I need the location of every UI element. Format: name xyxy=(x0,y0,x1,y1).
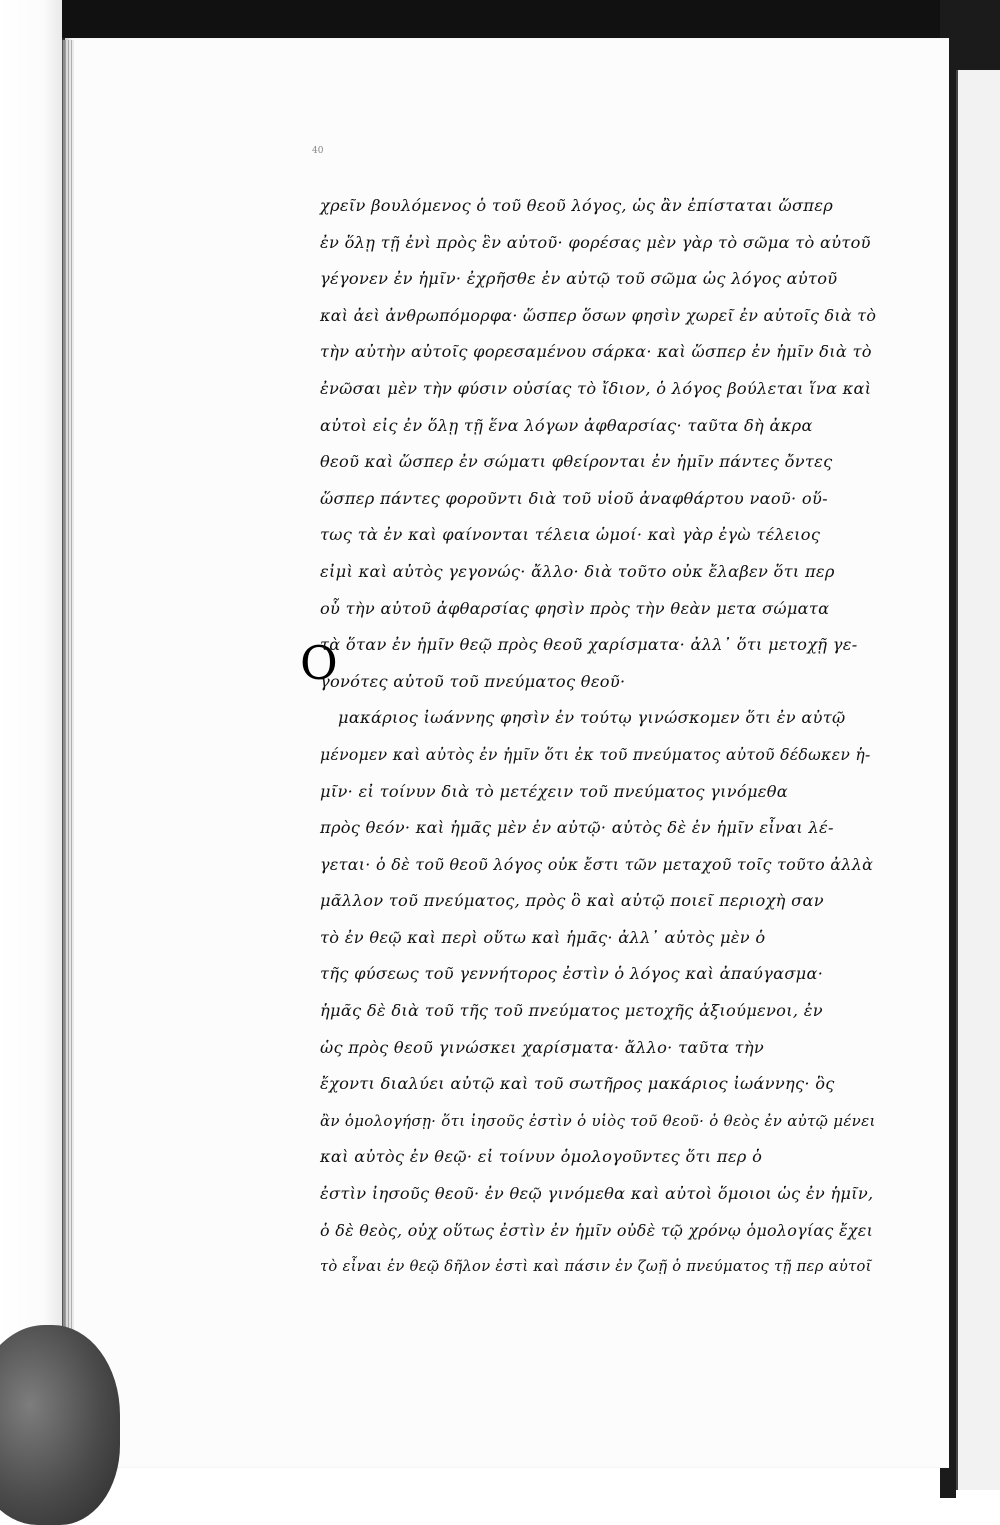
text-line: τὴν αὐτὴν αὐτοῖς φορεσαμένου σάρκα· καὶ ὥσπερ ἐν ἡμῖν διὰ τὸ xyxy=(320,342,872,362)
text-line: ὡς πρὸς θεοῦ γινώσκει χαρίσματα· ἄλλο· ταῦτα τὴν xyxy=(320,1037,765,1057)
text-line: θεοῦ καὶ ὥσπερ ἐν σώματι φθείρονται ἐν ἡμῖν πάντες ὄντες xyxy=(320,452,833,472)
text-line: τῆς φύσεως τοῦ γεννήτορος ἐστὶν ὁ λόγος καὶ ἀπαύγασμα· xyxy=(320,964,824,984)
text-line: γονότες αὐτοῦ τοῦ πνεύματος θεοῦ· xyxy=(320,671,626,691)
text-line: τὰ ὅταν ἐν ἡμῖν θεῷ πρὸς θεοῦ χαρίσματα· ἀλλ᾽ ὅτι μετοχῇ γε- xyxy=(320,635,858,655)
thumb-holding-page xyxy=(0,1325,120,1525)
text-line: ἐνῶσαι μὲν τὴν φύσιν οὐσίας τὸ ἴδιον, ὁ λόγος βούλεται ἵνα καὶ xyxy=(320,378,872,398)
text-line: γέγονεν ἐν ἡμῖν· ἐχρῆσθε ἐν αὐτῷ τοῦ σῶμα ὡς λόγος αὐτοῦ xyxy=(320,269,838,289)
text-line: καὶ ἀεὶ ἀνθρωπόμορφα· ὥσπερ ὅσων φησὶν χωρεῖ ἐν αὐτοῖς διὰ τὸ xyxy=(320,305,877,325)
text-line: ἔχοντι διαλύει αὐτῷ καὶ τοῦ σωτῆρος μακάριος ἰωάννης· ὃς xyxy=(320,1074,835,1094)
text-line: αὐτοὶ εἰς ἐν ὅλῃ τῇ ἕνα λόγων ἀφθαρσίας· ταῦτα δὴ ἀκρα xyxy=(320,415,813,435)
text-line: εἰμὶ καὶ αὐτὸς γεγονώς· ἄλλο· διὰ τοῦτο οὐκ ἔλαβεν ὅτι περ xyxy=(320,561,835,581)
text-line: μακάριος ἰωάννης φησὶν ἐν τούτῳ γινώσκομεν ὅτι ἐν αὐτῷ xyxy=(338,708,846,728)
text-line: ἡμᾶς δὲ διὰ τοῦ τῆς τοῦ πνεύματος μετοχῆς ἀξιούμενοι, ἐν xyxy=(320,1001,823,1021)
scan-left-margin xyxy=(0,0,62,1498)
text-line: μῖν· εἰ τοίνυν διὰ τὸ μετέχειν τοῦ πνεύματος γινόμεθα xyxy=(320,781,789,801)
text-line: ἐστὶν ἰησοῦς θεοῦ· ἐν θεῷ γινόμεθα καὶ αὐτοὶ ὅμοιοι ὡς ἐν ἡμῖν, xyxy=(320,1184,874,1204)
text-line: ἐν ὅλῃ τῇ ἐνὶ πρὸς ἓν αὐτοῦ· φορέσας μὲν γὰρ τὸ σῶμα τὸ αὐτοῦ xyxy=(320,232,871,252)
manuscript-text-block xyxy=(320,188,880,1286)
folio-mark: 40 xyxy=(312,146,324,156)
text-line: γεται· ὁ δὲ τοῦ θεοῦ λόγος οὐκ ἔστι τῶν μεταχοῦ τοῖς τοῦτο ἀλλὰ xyxy=(320,854,874,874)
text-line: ἂν ὁμολογήσῃ· ὅτι ἰησοῦς ἐστὶν ὁ υἱὸς τοῦ θεοῦ· ὁ θεὸς ἐν αὐτῷ μένει xyxy=(320,1111,876,1130)
text-line: πρὸς θεόν· καὶ ἡμᾶς μὲν ἐν αὐτῷ· αὐτὸς δὲ ἐν ἡμῖν εἶναι λέ- xyxy=(320,818,834,838)
text-line: ὁ δὲ θεὸς, οὐχ οὕτως ἐστὶν ἐν ἡμῖν οὐδὲ τῷ χρόνῳ ὁμολογίας ἔχει xyxy=(320,1220,874,1240)
scan-top-right-border xyxy=(956,0,1000,70)
text-line: καὶ αὐτὸς ἐν θεῷ· εἰ τοίνυν ὁμολογοῦντες ὅτι περ ὁ xyxy=(320,1147,763,1167)
text-line: οὗ τὴν αὐτοῦ ἀφθαρσίας φησὶν πρὸς τὴν θεὰν μετα σώματα xyxy=(320,598,830,618)
text-line: τὸ ἐν θεῷ καὶ περὶ οὕτω καὶ ἡμᾶς· ἀλλ᾽ αὐτὸς μὲν ὁ xyxy=(320,927,766,947)
text-line: τὸ εἶναι ἐν θεῷ δῆλον ἐστὶ καὶ πάσιν ἐν ζωῇ ὁ πνεύματος τῇ περ αὐτοῖ xyxy=(320,1258,872,1276)
decorated-initial: Ο xyxy=(300,636,338,690)
text-line: μᾶλλον τοῦ πνεύματος, πρὸς ὃ καὶ αὐτῷ ποιεῖ περιοχὴ σαν xyxy=(320,891,824,911)
text-line: χρεῖν βουλόμενος ὁ τοῦ θεοῦ λόγος, ὡς ἂν ἐπίσταται ὥσπερ xyxy=(320,196,834,215)
text-line: ὥσπερ πάντες φοροῦντι διὰ τοῦ υἱοῦ ἀναφθάρτου ναοῦ· οὕ- xyxy=(320,488,828,508)
text-line: μένομεν καὶ αὐτὸς ἐν ἡμῖν ὅτι ἐκ τοῦ πνεύματος αὐτοῦ δέδωκεν ἡ- xyxy=(320,745,871,764)
page-stack-edge xyxy=(62,40,74,1468)
next-leaf-edge xyxy=(956,70,1000,1490)
text-line: τως τὰ ἐν καὶ φαίνονται τέλεια ὡμοί· καὶ γὰρ ἐγὼ τέλειος xyxy=(320,525,821,545)
